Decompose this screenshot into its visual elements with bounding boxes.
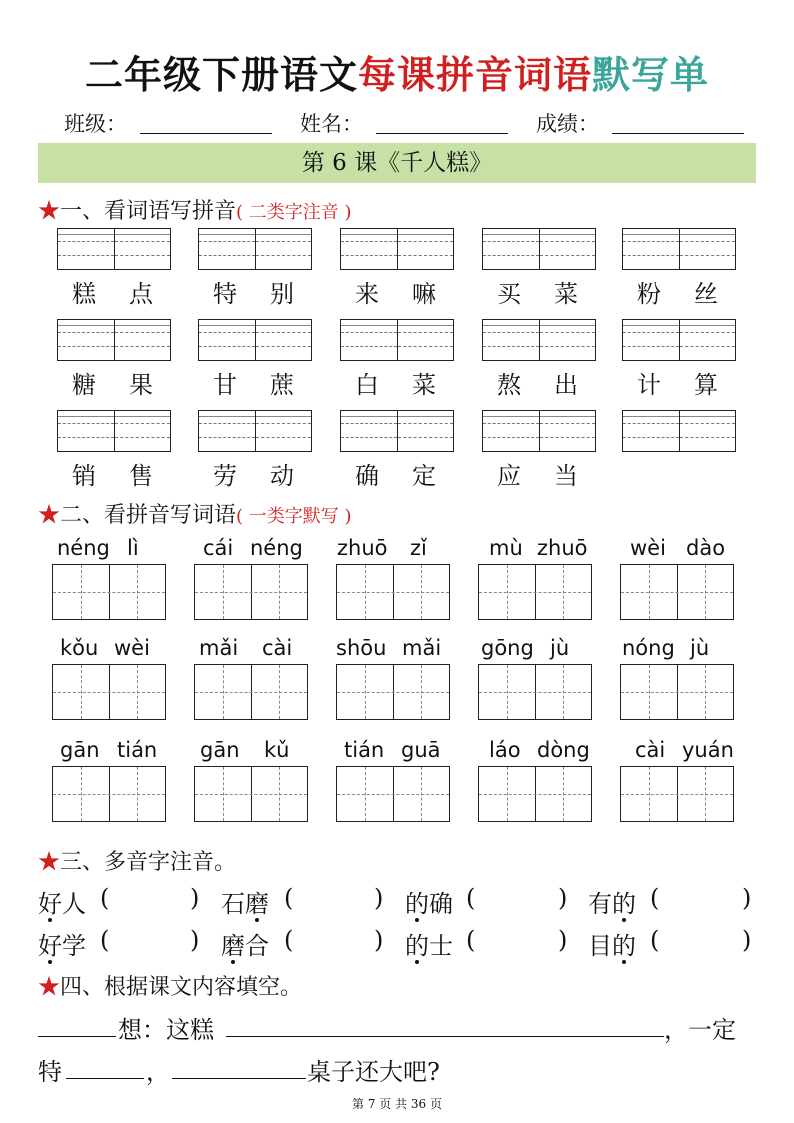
tianzige-box[interactable] <box>336 766 450 822</box>
class-field[interactable] <box>140 133 272 134</box>
pinyin-text: wèi <box>114 636 150 660</box>
close-paren: ) <box>742 884 752 912</box>
star-icon: ★ <box>38 199 61 224</box>
word-character: 白 <box>355 371 379 399</box>
pinyin-answer-blank[interactable] <box>664 884 740 914</box>
word-character: 嘛 <box>412 280 436 308</box>
fill-blank-3[interactable] <box>66 1078 144 1079</box>
word-character: 计 <box>637 371 661 399</box>
pinyin-text: néng <box>250 536 303 560</box>
pinyin-text: néng <box>57 536 110 560</box>
star-icon: ★ <box>38 850 61 875</box>
pinyin-text: zhuō <box>337 536 388 560</box>
pinyin-text: cài <box>262 636 293 660</box>
pinyin-box[interactable] <box>340 319 454 361</box>
fill-text-1b: ，一定 <box>664 1016 736 1044</box>
polyphone-word: 有的 <box>588 890 636 918</box>
name-label: 姓名： <box>300 112 363 136</box>
pinyin-text: yuán <box>682 738 734 762</box>
pinyin-text: gōng <box>481 636 534 660</box>
pinyin-answer-blank[interactable] <box>664 926 740 956</box>
section4-heading: ★四、根据课文内容填空。 <box>38 975 303 1000</box>
word-character: 丝 <box>694 280 718 308</box>
pinyin-box[interactable] <box>340 228 454 270</box>
word-character: 出 <box>554 371 578 399</box>
pinyin-text: gān <box>60 738 100 762</box>
name-field[interactable] <box>376 133 508 134</box>
pinyin-box[interactable] <box>482 410 596 452</box>
tianzige-box[interactable] <box>194 564 308 620</box>
word-character: 当 <box>554 462 578 490</box>
pinyin-box[interactable] <box>622 319 736 361</box>
polyphone-word: 磨合 <box>221 932 269 960</box>
open-paren: ( <box>284 926 294 954</box>
pinyin-text: láo <box>489 738 521 762</box>
fill-blank-2[interactable] <box>226 1036 664 1037</box>
word-character: 售 <box>129 462 153 490</box>
pinyin-box[interactable] <box>198 228 312 270</box>
polyphone-word: 石磨 <box>221 890 269 918</box>
word-character: 算 <box>694 371 718 399</box>
polyphone-word: 好人 <box>38 890 86 918</box>
score-field[interactable] <box>612 133 744 134</box>
pinyin-box[interactable] <box>57 410 171 452</box>
pinyin-text: cái <box>203 536 234 560</box>
word-character: 菜 <box>412 371 436 399</box>
tianzige-box[interactable] <box>478 564 592 620</box>
pinyin-text: mù <box>489 536 523 560</box>
pinyin-text: kǔ <box>264 738 290 762</box>
pinyin-box[interactable] <box>57 228 171 270</box>
fill-blank-4[interactable] <box>172 1078 306 1079</box>
star-icon: ★ <box>38 975 61 1000</box>
pinyin-text: shōu <box>336 636 387 660</box>
pinyin-box[interactable] <box>198 319 312 361</box>
close-paren: ) <box>374 926 384 954</box>
tianzige-box[interactable] <box>52 766 166 822</box>
class-label: 班级： <box>64 112 127 136</box>
pinyin-text: mǎi <box>402 636 442 660</box>
fill-text-2b: ， <box>146 1058 170 1086</box>
pinyin-box[interactable] <box>622 228 736 270</box>
word-character: 别 <box>270 280 294 308</box>
word-character: 来 <box>355 280 379 308</box>
star-icon: ★ <box>38 503 61 528</box>
section3-heading: ★三、多音字注音。 <box>38 850 237 875</box>
word-character: 菜 <box>554 280 578 308</box>
pinyin-text: jù <box>690 636 710 660</box>
pinyin-text: wèi <box>630 536 666 560</box>
pinyin-text: cài <box>635 738 666 762</box>
pinyin-answer-blank[interactable] <box>480 884 556 914</box>
page-title: 二年级下册语文每课拼音词语默写单 <box>84 52 710 97</box>
fill-text-2c: 桌子还大吧? <box>307 1058 440 1086</box>
word-character: 蔗 <box>270 371 294 399</box>
pinyin-text: dào <box>686 536 726 560</box>
pinyin-answer-blank[interactable] <box>298 884 372 914</box>
polyphone-word: 的确 <box>405 890 453 918</box>
open-paren: ( <box>100 884 110 912</box>
pinyin-box[interactable] <box>340 410 454 452</box>
pinyin-text: dòng <box>537 738 590 762</box>
tianzige-box[interactable] <box>194 664 308 720</box>
close-paren: ) <box>558 926 568 954</box>
close-paren: ) <box>558 884 568 912</box>
word-character: 确 <box>355 462 379 490</box>
tianzige-box[interactable] <box>194 766 308 822</box>
open-paren: ( <box>650 884 660 912</box>
word-character: 糖 <box>72 371 96 399</box>
open-paren: ( <box>650 926 660 954</box>
pinyin-text: tián <box>344 738 385 762</box>
pinyin-text: zhuō <box>537 536 588 560</box>
pinyin-answer-blank[interactable] <box>114 884 188 914</box>
close-paren: ) <box>742 926 752 954</box>
word-character: 甘 <box>213 371 237 399</box>
fill-text-1a: 想：这糕 <box>118 1016 214 1044</box>
tianzige-box[interactable] <box>52 664 166 720</box>
score-label: 成绩： <box>536 112 599 136</box>
word-character: 糕 <box>72 280 96 308</box>
pinyin-answer-blank[interactable] <box>114 926 188 956</box>
pinyin-text: tián <box>117 738 158 762</box>
pinyin-text: zǐ <box>410 536 427 560</box>
page-footer: 第 7 页 共 36 页 <box>352 1097 442 1111</box>
word-character: 定 <box>412 462 436 490</box>
tianzige-box[interactable] <box>620 766 734 822</box>
tianzige-box[interactable] <box>478 664 592 720</box>
tianzige-box[interactable] <box>52 564 166 620</box>
word-character: 劳 <box>213 462 237 490</box>
open-paren: ( <box>466 884 476 912</box>
open-paren: ( <box>466 926 476 954</box>
pinyin-text: mǎi <box>199 636 239 660</box>
pinyin-box[interactable] <box>622 410 736 452</box>
polyphone-word: 的士 <box>405 932 453 960</box>
tianzige-box[interactable] <box>478 766 592 822</box>
pinyin-text: gān <box>200 738 240 762</box>
pinyin-answer-blank[interactable] <box>480 926 556 956</box>
close-paren: ) <box>190 884 200 912</box>
pinyin-text: lì <box>127 536 139 560</box>
polyphone-word: 目的 <box>588 932 636 960</box>
open-paren: ( <box>100 926 110 954</box>
pinyin-text: nóng <box>622 636 675 660</box>
tianzige-box[interactable] <box>620 664 734 720</box>
pinyin-box[interactable] <box>198 410 312 452</box>
close-paren: ) <box>190 926 200 954</box>
polyphone-word: 好学 <box>38 932 86 960</box>
open-paren: ( <box>284 884 294 912</box>
section1-heading: ★一、看词语写拼音( 二类字注音 ) <box>38 199 352 224</box>
pinyin-answer-blank[interactable] <box>298 926 372 956</box>
pinyin-text: kǒu <box>60 636 99 660</box>
word-character: 特 <box>213 280 237 308</box>
fill-text-2a: 特 <box>38 1058 62 1086</box>
pinyin-box[interactable] <box>482 228 596 270</box>
word-character: 点 <box>129 280 153 308</box>
tianzige-box[interactable] <box>336 564 450 620</box>
tianzige-box[interactable] <box>336 664 450 720</box>
fill-blank-1[interactable] <box>38 1036 116 1037</box>
pinyin-text: guā <box>401 738 441 762</box>
word-character: 买 <box>497 280 521 308</box>
section2-heading: ★二、看拼音写词语( 一类字默写 ) <box>38 503 352 528</box>
close-paren: ) <box>374 884 384 912</box>
word-character: 熬 <box>497 371 521 399</box>
word-character: 果 <box>129 371 153 399</box>
tianzige-box[interactable] <box>620 564 734 620</box>
word-character: 动 <box>270 462 294 490</box>
pinyin-box[interactable] <box>57 319 171 361</box>
pinyin-box[interactable] <box>482 319 596 361</box>
word-character: 粉 <box>637 280 661 308</box>
pinyin-text: jù <box>550 636 570 660</box>
lesson-title: 第 6 课《千人糕》 <box>38 143 756 183</box>
word-character: 销 <box>72 462 96 490</box>
word-character: 应 <box>497 462 521 490</box>
